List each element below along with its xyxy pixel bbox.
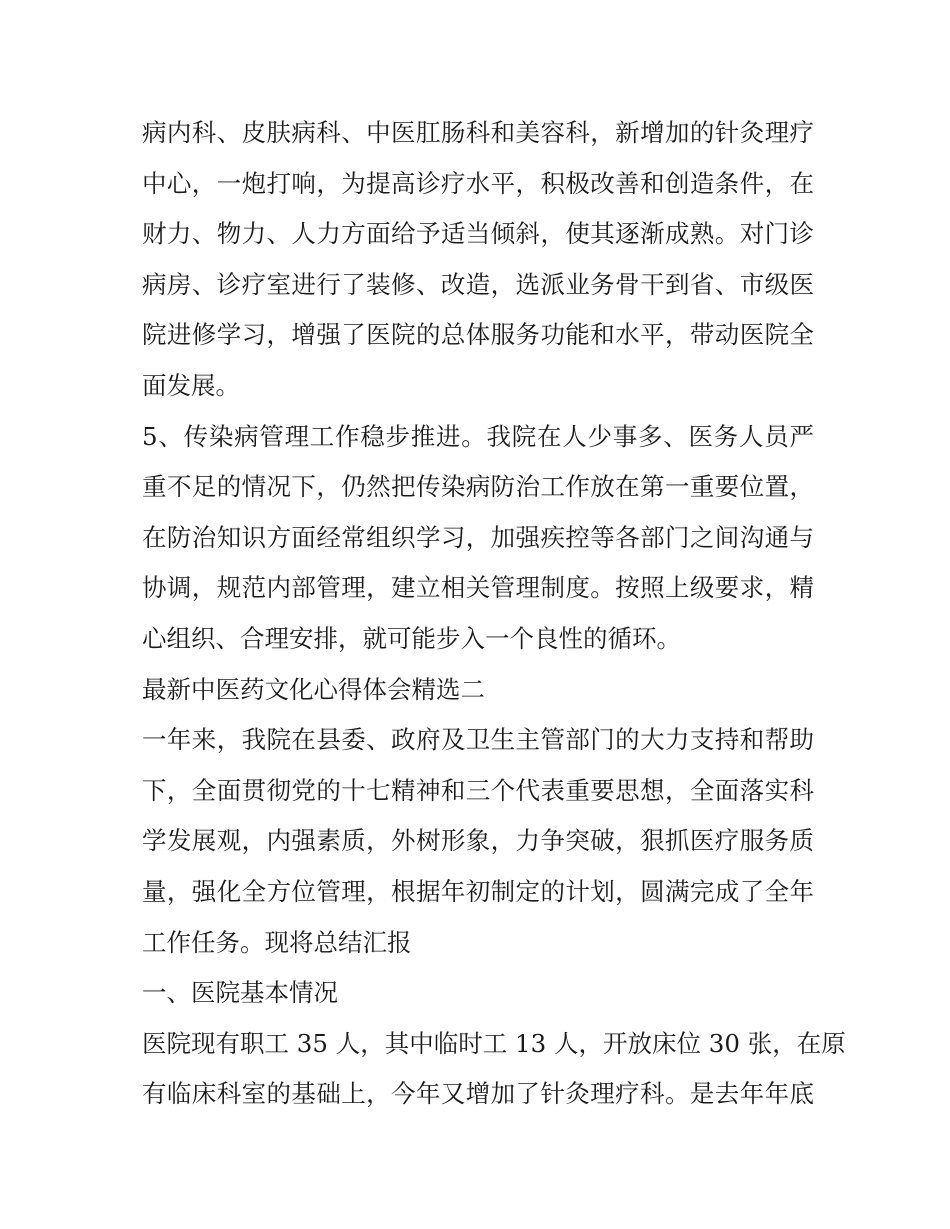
text-line: 工作任务。现将总结汇报	[142, 927, 412, 957]
text-line: 下，全面贯彻党的十七精神和三个代表重要思想，全面落实科	[142, 775, 814, 805]
text-line: 病房、诊疗室进行了装修、改造，选派业务骨干到省、市级医	[142, 269, 814, 299]
text-line: 心组织、合理安排，就可能步入一个良性的循环。	[142, 623, 681, 653]
text-line: 财力、物力、人力方面给予适当倾斜，使其逐渐成熟。对门诊	[142, 219, 814, 249]
text-line: 学发展观，内强素质，外树形象，力争突破，狠抓医疗服务质	[142, 826, 814, 856]
text-line: 有临床科室的基础上，今年又增加了针灸理疗科。是去年年底	[142, 1079, 814, 1109]
text-line: 协调，规范内部管理，建立相关管理制度。按照上级要求，精	[142, 573, 814, 603]
text-line: 5、传染病管理工作稳步推进。我院在人少事多、医务人员严	[142, 421, 814, 451]
text-line: 重不足的情况下，仍然把传染病防治工作放在第一重要位置，	[142, 472, 814, 502]
text-line: 一年来，我院在县委、政府及卫生主管部门的大力支持和帮助	[142, 725, 814, 755]
text-line: 面发展。	[142, 370, 240, 400]
text-line: 病内科、皮肤病科、中医肛肠科和美容科，新增加的针灸理疗	[142, 118, 814, 147]
text-line: 中心，一炮打响，为提高诊疗水平，积极改善和创造条件，在	[142, 168, 814, 198]
text-line: 在防治知识方面经常组织学习，加强疾控等各部门之间沟通与	[142, 522, 814, 552]
text-line: 医院现有职工 35 人，其中临时工 13 人，开放床位 30 张，在原	[142, 1028, 846, 1058]
text-line: 院进修学习，增强了医院的总体服务功能和水平，带动医院全	[142, 320, 814, 350]
section-heading: 一、医院基本情况	[142, 978, 338, 1008]
text-line: 量，强化全方位管理，根据年初制定的计划，圆满完成了全年	[142, 876, 814, 906]
section-heading: 最新中医药文化心得体会精选二	[142, 674, 485, 704]
